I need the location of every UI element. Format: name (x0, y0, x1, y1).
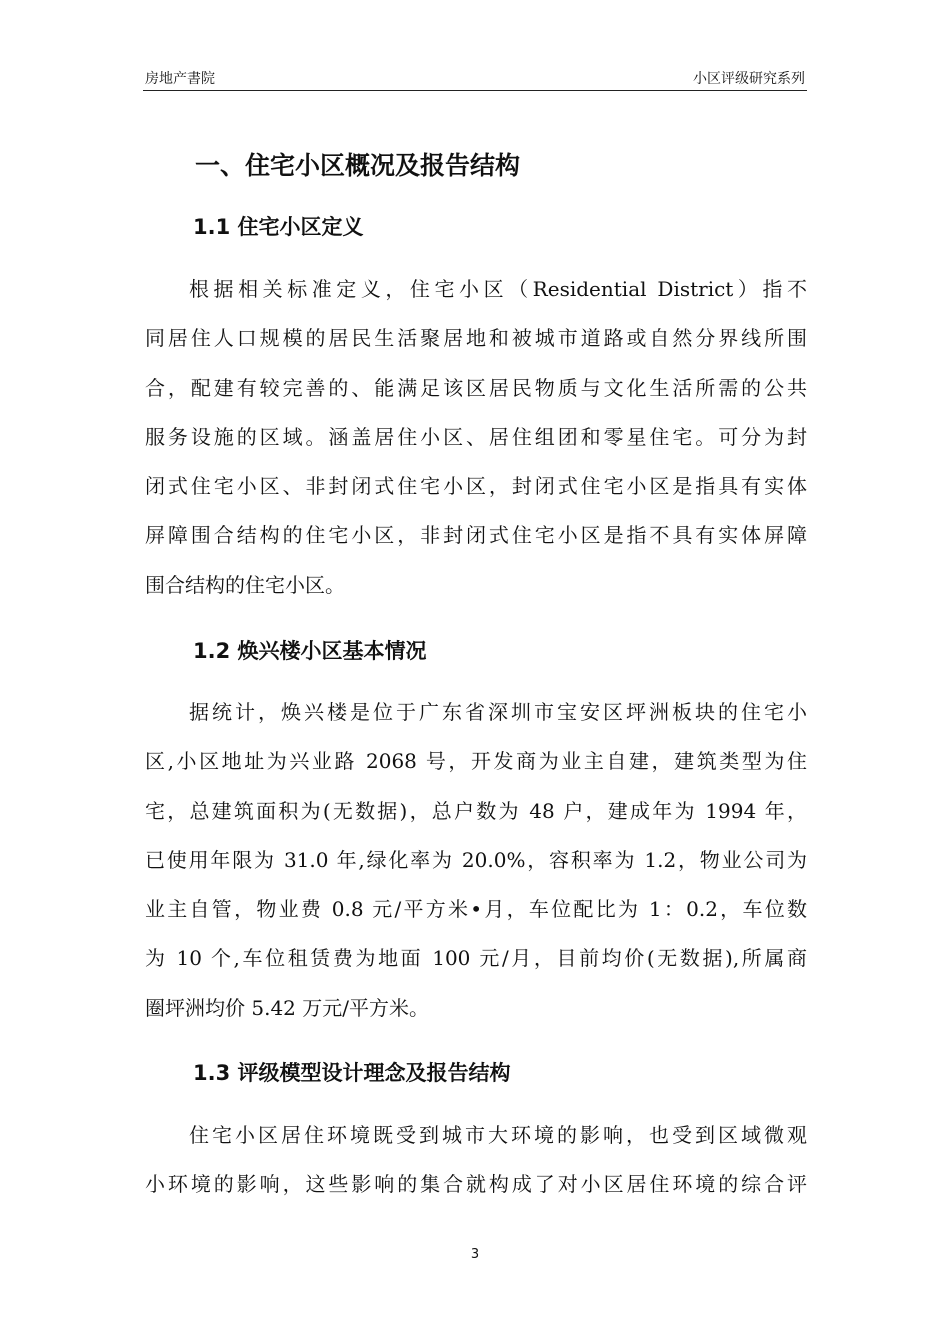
subsection-heading-1-1: 1.1 住宅小区定义 (193, 215, 364, 239)
paragraph-line: 同居住人口规模的居民生活聚居地和被城市道路或自然分界线所围 (145, 326, 807, 351)
header-publisher: 房地产書院 (145, 71, 215, 87)
subsection-heading-1-3: 1.3 评级模型设计理念及报告结构 (193, 1061, 511, 1085)
paragraph-line: 服务设施的区域。涵盖居住小区、居住组团和零星住宅。可分为封 (145, 424, 807, 449)
subsection-heading-1-2: 1.2 焕兴楼小区基本情况 (193, 639, 427, 663)
paragraph-line: 住宅小区居住环境既受到城市大环境的影响，也受到区域微观 (189, 1123, 807, 1147)
page-number: 3 (470, 1247, 480, 1262)
paragraph-line: 小环境的影响，这些影响的集合就构成了对小区居住环境的综合评 (145, 1172, 807, 1197)
paragraph-community-info (145, 697, 807, 1042)
page-header (143, 66, 807, 91)
paragraph-model-design (145, 1120, 807, 1219)
paragraph-definition (145, 274, 807, 619)
paragraph-line: 圈坪洲均价 5.42 万元/平方米。 (145, 995, 429, 1020)
paragraph-line: 宅，总建筑面积为(无数据)，总户数为 48 户，建成年为 1994 年， (145, 798, 807, 823)
paragraph-line: 业主自管，物业费 0.8 元/平方米•月，车位配比为 1：0.2，车位数 (145, 897, 807, 922)
paragraph-line: 根据相关标准定义，住宅小区（Residential District）指不 (189, 277, 807, 301)
paragraph-line: 为 10 个,车位租赁费为地面 100 元/月，目前均价(无数据),所属商 (145, 946, 807, 971)
section-heading: 一、住宅小区概况及报告结构 (195, 151, 521, 180)
paragraph-line: 屏障围合结构的住宅小区，非封闭式住宅小区是指不具有实体屏障 (145, 523, 807, 548)
paragraph-line: 区,小区地址为兴业路 2068 号，开发商为业主自建，建筑类型为住 (145, 749, 807, 774)
header-series-title: 小区评级研究系列 (693, 71, 805, 87)
paragraph-line: 据统计，焕兴楼是位于广东省深圳市宝安区坪洲板块的住宅小 (189, 700, 807, 724)
paragraph-line: 围合结构的住宅小区。 (145, 572, 345, 597)
paragraph-line: 已使用年限为 31.0 年,绿化率为 20.0%，容积率为 1.2，物业公司为 (145, 847, 807, 872)
paragraph-line: 合，配建有较完善的、能满足该区居民物质与文化生活所需的公共 (145, 375, 807, 400)
paragraph-line: 闭式住宅小区、非封闭式住宅小区，封闭式住宅小区是指具有实体 (145, 474, 807, 499)
